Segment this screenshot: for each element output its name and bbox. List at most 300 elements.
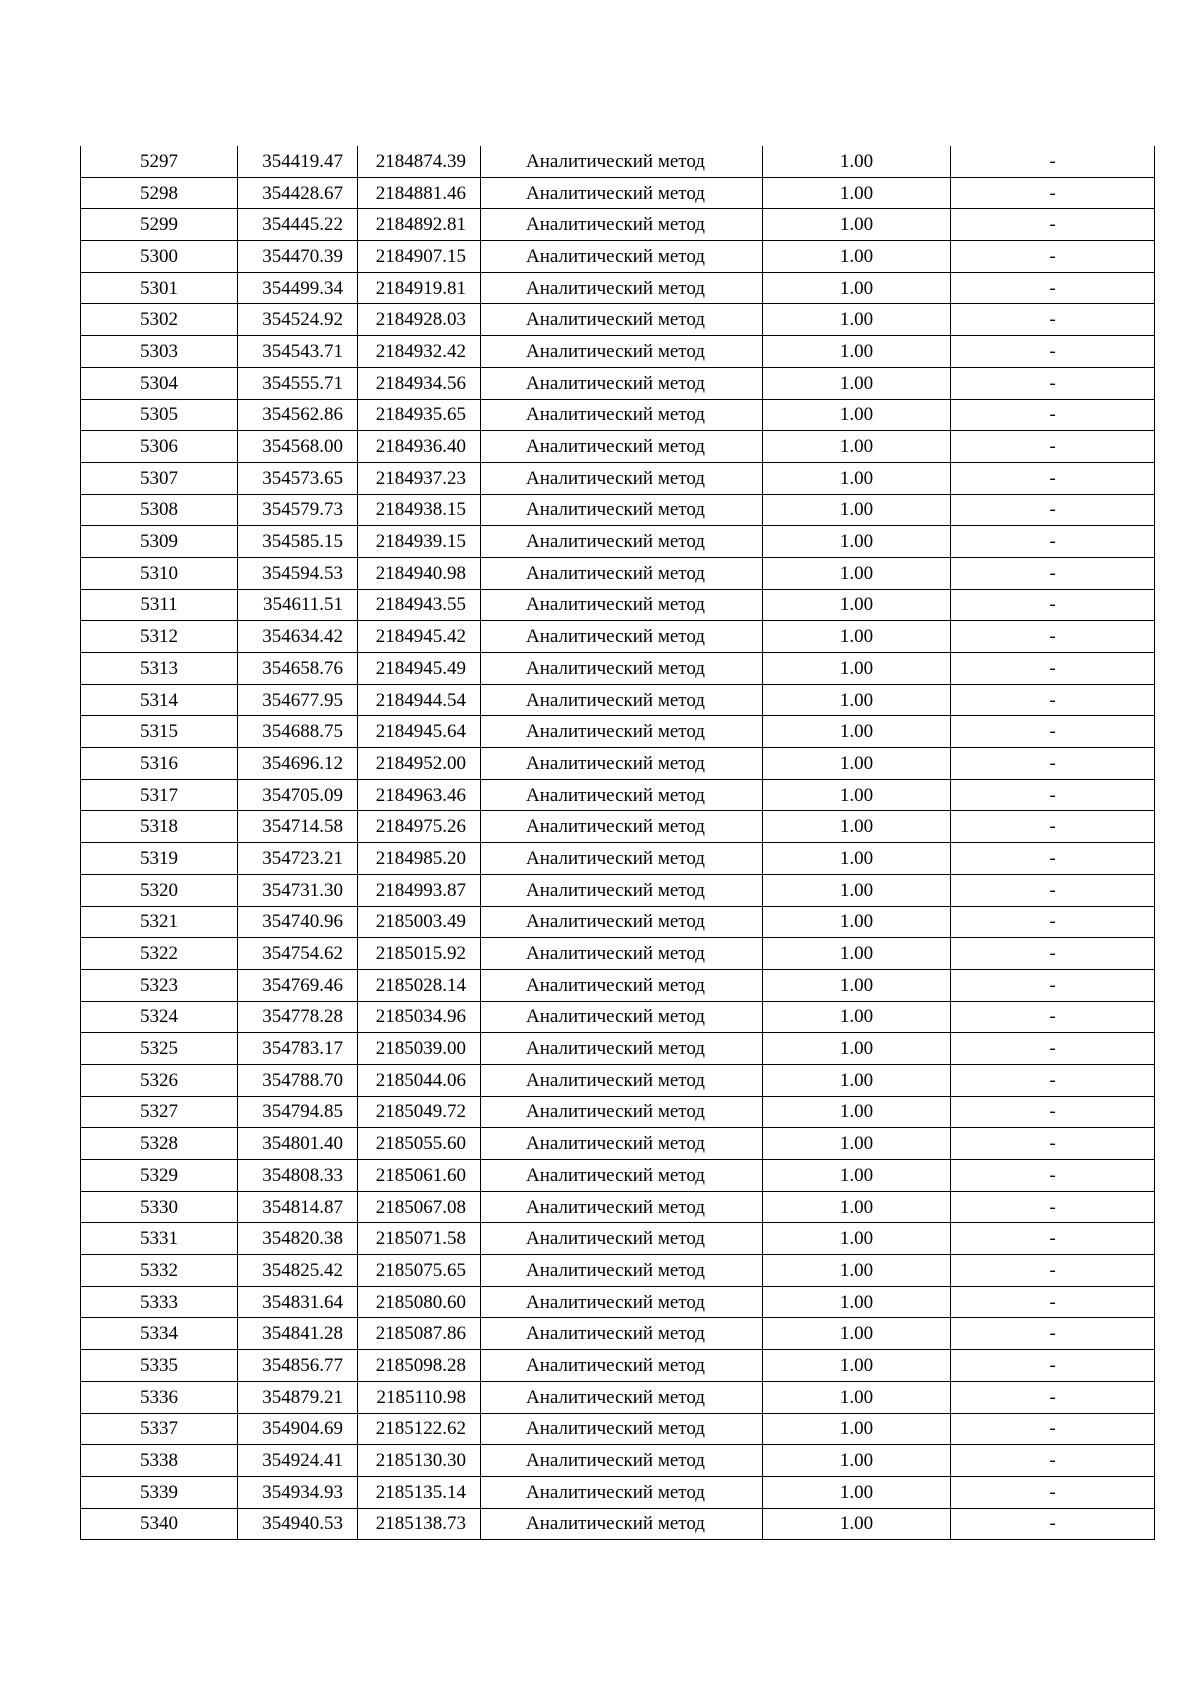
point-number-cell: 5313 — [81, 653, 238, 685]
point-number-cell: 5312 — [81, 621, 238, 653]
method-cell: Аналитический метод — [481, 526, 763, 558]
table-row — [81, 589, 1155, 621]
accuracy-cell: 1.00 — [763, 779, 951, 811]
note-cell: - — [951, 1128, 1155, 1160]
y-coordinate-cell: 2184939.15 — [358, 526, 481, 558]
y-coordinate-cell: 2185135.14 — [358, 1476, 481, 1508]
point-number-cell: 5317 — [81, 779, 238, 811]
method-cell: Аналитический метод — [481, 1033, 763, 1065]
table-row — [81, 1160, 1155, 1192]
method-cell: Аналитический метод — [481, 684, 763, 716]
point-number-cell: 5327 — [81, 1096, 238, 1128]
point-number-cell: 5335 — [81, 1350, 238, 1382]
table-row — [81, 1255, 1155, 1287]
method-cell: Аналитический метод — [481, 716, 763, 748]
note-cell: - — [951, 431, 1155, 463]
table-row — [81, 1508, 1155, 1540]
x-coordinate-cell: 354731.30 — [238, 874, 358, 906]
accuracy-cell: 1.00 — [763, 938, 951, 970]
x-coordinate-cell: 354568.00 — [238, 431, 358, 463]
x-coordinate-cell: 354783.17 — [238, 1033, 358, 1065]
accuracy-cell: 1.00 — [763, 1096, 951, 1128]
y-coordinate-cell: 2185071.58 — [358, 1223, 481, 1255]
y-coordinate-cell: 2185122.62 — [358, 1413, 481, 1445]
x-coordinate-cell: 354573.65 — [238, 462, 358, 494]
point-number-cell: 5304 — [81, 367, 238, 399]
method-cell: Аналитический метод — [481, 1064, 763, 1096]
table-row — [81, 1064, 1155, 1096]
accuracy-cell: 1.00 — [763, 272, 951, 304]
table-row — [81, 526, 1155, 558]
note-cell: - — [951, 653, 1155, 685]
accuracy-cell: 1.00 — [763, 557, 951, 589]
y-coordinate-cell: 2185061.60 — [358, 1160, 481, 1192]
x-coordinate-cell: 354808.33 — [238, 1160, 358, 1192]
x-coordinate-cell: 354428.67 — [238, 177, 358, 209]
method-cell: Аналитический метод — [481, 1286, 763, 1318]
y-coordinate-cell: 2184919.81 — [358, 272, 481, 304]
note-cell: - — [951, 1191, 1155, 1223]
table-row — [81, 494, 1155, 526]
x-coordinate-cell: 354579.73 — [238, 494, 358, 526]
y-coordinate-cell: 2184937.23 — [358, 462, 481, 494]
point-number-cell: 5339 — [81, 1476, 238, 1508]
method-cell: Аналитический метод — [481, 1001, 763, 1033]
table-row — [81, 906, 1155, 938]
accuracy-cell: 1.00 — [763, 684, 951, 716]
accuracy-cell: 1.00 — [763, 1255, 951, 1287]
accuracy-cell: 1.00 — [763, 431, 951, 463]
x-coordinate-cell: 354555.71 — [238, 367, 358, 399]
note-cell: - — [951, 1445, 1155, 1477]
method-cell: Аналитический метод — [481, 272, 763, 304]
x-coordinate-cell: 354470.39 — [238, 241, 358, 273]
accuracy-cell: 1.00 — [763, 589, 951, 621]
accuracy-cell: 1.00 — [763, 1191, 951, 1223]
y-coordinate-cell: 2184874.39 — [358, 146, 481, 177]
x-coordinate-cell: 354794.85 — [238, 1096, 358, 1128]
note-cell: - — [951, 1033, 1155, 1065]
x-coordinate-cell: 354754.62 — [238, 938, 358, 970]
table-row — [81, 209, 1155, 241]
y-coordinate-cell: 2184928.03 — [358, 304, 481, 336]
table-row — [81, 1033, 1155, 1065]
method-cell: Аналитический метод — [481, 1255, 763, 1287]
note-cell: - — [951, 304, 1155, 336]
x-coordinate-cell: 354543.71 — [238, 336, 358, 368]
note-cell: - — [951, 241, 1155, 273]
y-coordinate-cell: 2185138.73 — [358, 1508, 481, 1540]
accuracy-cell: 1.00 — [763, 653, 951, 685]
point-number-cell: 5300 — [81, 241, 238, 273]
accuracy-cell: 1.00 — [763, 906, 951, 938]
point-number-cell: 5325 — [81, 1033, 238, 1065]
y-coordinate-cell: 2185034.96 — [358, 1001, 481, 1033]
accuracy-cell: 1.00 — [763, 843, 951, 875]
table-row — [81, 146, 1155, 177]
accuracy-cell: 1.00 — [763, 146, 951, 177]
coordinates-table — [80, 146, 1155, 1540]
table-row — [81, 367, 1155, 399]
table-row — [81, 1128, 1155, 1160]
table-row — [81, 304, 1155, 336]
accuracy-cell: 1.00 — [763, 1476, 951, 1508]
y-coordinate-cell: 2185098.28 — [358, 1350, 481, 1382]
x-coordinate-cell: 354814.87 — [238, 1191, 358, 1223]
method-cell: Аналитический метод — [481, 399, 763, 431]
method-cell: Аналитический метод — [481, 146, 763, 177]
y-coordinate-cell: 2184952.00 — [358, 748, 481, 780]
x-coordinate-cell: 354677.95 — [238, 684, 358, 716]
y-coordinate-cell: 2185015.92 — [358, 938, 481, 970]
point-number-cell: 5337 — [81, 1413, 238, 1445]
method-cell: Аналитический метод — [481, 1160, 763, 1192]
x-coordinate-cell: 354419.47 — [238, 146, 358, 177]
y-coordinate-cell: 2185110.98 — [358, 1381, 481, 1413]
y-coordinate-cell: 2185130.30 — [358, 1445, 481, 1477]
accuracy-cell: 1.00 — [763, 367, 951, 399]
x-coordinate-cell: 354723.21 — [238, 843, 358, 875]
accuracy-cell: 1.00 — [763, 1350, 951, 1382]
accuracy-cell: 1.00 — [763, 1318, 951, 1350]
x-coordinate-cell: 354445.22 — [238, 209, 358, 241]
method-cell: Аналитический метод — [481, 1445, 763, 1477]
x-coordinate-cell: 354778.28 — [238, 1001, 358, 1033]
accuracy-cell: 1.00 — [763, 1128, 951, 1160]
y-coordinate-cell: 2184945.64 — [358, 716, 481, 748]
note-cell: - — [951, 526, 1155, 558]
method-cell: Аналитический метод — [481, 494, 763, 526]
table-row — [81, 1381, 1155, 1413]
method-cell: Аналитический метод — [481, 241, 763, 273]
note-cell: - — [951, 399, 1155, 431]
note-cell: - — [951, 684, 1155, 716]
point-number-cell: 5334 — [81, 1318, 238, 1350]
table-row — [81, 336, 1155, 368]
point-number-cell: 5316 — [81, 748, 238, 780]
coordinates-table-body — [81, 146, 1155, 1540]
note-cell: - — [951, 1318, 1155, 1350]
table-row — [81, 1350, 1155, 1382]
x-coordinate-cell: 354714.58 — [238, 811, 358, 843]
accuracy-cell: 1.00 — [763, 494, 951, 526]
table-row — [81, 1286, 1155, 1318]
point-number-cell: 5301 — [81, 272, 238, 304]
method-cell: Аналитический метод — [481, 1096, 763, 1128]
y-coordinate-cell: 2185049.72 — [358, 1096, 481, 1128]
point-number-cell: 5311 — [81, 589, 238, 621]
point-number-cell: 5338 — [81, 1445, 238, 1477]
y-coordinate-cell: 2185003.49 — [358, 906, 481, 938]
note-cell: - — [951, 177, 1155, 209]
accuracy-cell: 1.00 — [763, 1286, 951, 1318]
x-coordinate-cell: 354658.76 — [238, 653, 358, 685]
method-cell: Аналитический метод — [481, 938, 763, 970]
y-coordinate-cell: 2185028.14 — [358, 969, 481, 1001]
accuracy-cell: 1.00 — [763, 874, 951, 906]
x-coordinate-cell: 354769.46 — [238, 969, 358, 1001]
x-coordinate-cell: 354924.41 — [238, 1445, 358, 1477]
note-cell: - — [951, 1350, 1155, 1382]
method-cell: Аналитический метод — [481, 431, 763, 463]
point-number-cell: 5340 — [81, 1508, 238, 1540]
y-coordinate-cell: 2185080.60 — [358, 1286, 481, 1318]
point-number-cell: 5315 — [81, 716, 238, 748]
table-row — [81, 969, 1155, 1001]
method-cell: Аналитический метод — [481, 1508, 763, 1540]
point-number-cell: 5333 — [81, 1286, 238, 1318]
note-cell: - — [951, 748, 1155, 780]
point-number-cell: 5336 — [81, 1381, 238, 1413]
table-row — [81, 748, 1155, 780]
table-row — [81, 1413, 1155, 1445]
table-row — [81, 399, 1155, 431]
accuracy-cell: 1.00 — [763, 1033, 951, 1065]
y-coordinate-cell: 2185055.60 — [358, 1128, 481, 1160]
method-cell: Аналитический метод — [481, 304, 763, 336]
y-coordinate-cell: 2184936.40 — [358, 431, 481, 463]
point-number-cell: 5329 — [81, 1160, 238, 1192]
table-row — [81, 684, 1155, 716]
accuracy-cell: 1.00 — [763, 336, 951, 368]
y-coordinate-cell: 2184945.49 — [358, 653, 481, 685]
accuracy-cell: 1.00 — [763, 748, 951, 780]
point-number-cell: 5330 — [81, 1191, 238, 1223]
y-coordinate-cell: 2184938.15 — [358, 494, 481, 526]
note-cell: - — [951, 1096, 1155, 1128]
x-coordinate-cell: 354825.42 — [238, 1255, 358, 1287]
table-row — [81, 843, 1155, 875]
point-number-cell: 5322 — [81, 938, 238, 970]
note-cell: - — [951, 209, 1155, 241]
table-row — [81, 1318, 1155, 1350]
table-row — [81, 272, 1155, 304]
accuracy-cell: 1.00 — [763, 526, 951, 558]
point-number-cell: 5328 — [81, 1128, 238, 1160]
y-coordinate-cell: 2184963.46 — [358, 779, 481, 811]
accuracy-cell: 1.00 — [763, 304, 951, 336]
table-row — [81, 1223, 1155, 1255]
note-cell: - — [951, 1476, 1155, 1508]
note-cell: - — [951, 938, 1155, 970]
point-number-cell: 5321 — [81, 906, 238, 938]
y-coordinate-cell: 2185044.06 — [358, 1064, 481, 1096]
note-cell: - — [951, 1223, 1155, 1255]
table-row — [81, 557, 1155, 589]
method-cell: Аналитический метод — [481, 1191, 763, 1223]
x-coordinate-cell: 354934.93 — [238, 1476, 358, 1508]
x-coordinate-cell: 354705.09 — [238, 779, 358, 811]
point-number-cell: 5310 — [81, 557, 238, 589]
accuracy-cell: 1.00 — [763, 1508, 951, 1540]
accuracy-cell: 1.00 — [763, 1160, 951, 1192]
table-row — [81, 177, 1155, 209]
table-row — [81, 621, 1155, 653]
point-number-cell: 5297 — [81, 146, 238, 177]
accuracy-cell: 1.00 — [763, 716, 951, 748]
note-cell: - — [951, 462, 1155, 494]
accuracy-cell: 1.00 — [763, 1064, 951, 1096]
note-cell: - — [951, 716, 1155, 748]
method-cell: Аналитический метод — [481, 367, 763, 399]
note-cell: - — [951, 367, 1155, 399]
x-coordinate-cell: 354831.64 — [238, 1286, 358, 1318]
method-cell: Аналитический метод — [481, 969, 763, 1001]
note-cell: - — [951, 1255, 1155, 1287]
method-cell: Аналитический метод — [481, 779, 763, 811]
y-coordinate-cell: 2184944.54 — [358, 684, 481, 716]
x-coordinate-cell: 354820.38 — [238, 1223, 358, 1255]
x-coordinate-cell: 354856.77 — [238, 1350, 358, 1382]
y-coordinate-cell: 2185039.00 — [358, 1033, 481, 1065]
accuracy-cell: 1.00 — [763, 177, 951, 209]
table-row — [81, 1001, 1155, 1033]
point-number-cell: 5303 — [81, 336, 238, 368]
method-cell: Аналитический метод — [481, 811, 763, 843]
x-coordinate-cell: 354688.75 — [238, 716, 358, 748]
x-coordinate-cell: 354879.21 — [238, 1381, 358, 1413]
method-cell: Аналитический метод — [481, 589, 763, 621]
method-cell: Аналитический метод — [481, 843, 763, 875]
x-coordinate-cell: 354611.51 — [238, 589, 358, 621]
table-row — [81, 874, 1155, 906]
method-cell: Аналитический метод — [481, 1381, 763, 1413]
note-cell: - — [951, 557, 1155, 589]
x-coordinate-cell: 354524.92 — [238, 304, 358, 336]
note-cell: - — [951, 843, 1155, 875]
table-row — [81, 1191, 1155, 1223]
point-number-cell: 5326 — [81, 1064, 238, 1096]
x-coordinate-cell: 354841.28 — [238, 1318, 358, 1350]
method-cell: Аналитический метод — [481, 748, 763, 780]
method-cell: Аналитический метод — [481, 209, 763, 241]
method-cell: Аналитический метод — [481, 557, 763, 589]
point-number-cell: 5302 — [81, 304, 238, 336]
point-number-cell: 5309 — [81, 526, 238, 558]
x-coordinate-cell: 354788.70 — [238, 1064, 358, 1096]
point-number-cell: 5308 — [81, 494, 238, 526]
point-number-cell: 5331 — [81, 1223, 238, 1255]
y-coordinate-cell: 2184907.15 — [358, 241, 481, 273]
accuracy-cell: 1.00 — [763, 1381, 951, 1413]
x-coordinate-cell: 354562.86 — [238, 399, 358, 431]
table-row — [81, 938, 1155, 970]
method-cell: Аналитический метод — [481, 906, 763, 938]
point-number-cell: 5332 — [81, 1255, 238, 1287]
method-cell: Аналитический метод — [481, 621, 763, 653]
table-row — [81, 716, 1155, 748]
note-cell: - — [951, 906, 1155, 938]
x-coordinate-cell: 354499.34 — [238, 272, 358, 304]
accuracy-cell: 1.00 — [763, 462, 951, 494]
table-row — [81, 653, 1155, 685]
note-cell: - — [951, 1508, 1155, 1540]
y-coordinate-cell: 2184934.56 — [358, 367, 481, 399]
note-cell: - — [951, 969, 1155, 1001]
note-cell: - — [951, 146, 1155, 177]
note-cell: - — [951, 811, 1155, 843]
y-coordinate-cell: 2184975.26 — [358, 811, 481, 843]
point-number-cell: 5320 — [81, 874, 238, 906]
method-cell: Аналитический метод — [481, 177, 763, 209]
table-row — [81, 462, 1155, 494]
point-number-cell: 5319 — [81, 843, 238, 875]
x-coordinate-cell: 354940.53 — [238, 1508, 358, 1540]
table-row — [81, 1096, 1155, 1128]
table-row — [81, 1476, 1155, 1508]
method-cell: Аналитический метод — [481, 653, 763, 685]
note-cell: - — [951, 1160, 1155, 1192]
y-coordinate-cell: 2184993.87 — [358, 874, 481, 906]
x-coordinate-cell: 354634.42 — [238, 621, 358, 653]
accuracy-cell: 1.00 — [763, 1413, 951, 1445]
note-cell: - — [951, 1001, 1155, 1033]
note-cell: - — [951, 1064, 1155, 1096]
note-cell: - — [951, 272, 1155, 304]
y-coordinate-cell: 2184945.42 — [358, 621, 481, 653]
point-number-cell: 5307 — [81, 462, 238, 494]
x-coordinate-cell: 354904.69 — [238, 1413, 358, 1445]
method-cell: Аналитический метод — [481, 462, 763, 494]
accuracy-cell: 1.00 — [763, 1445, 951, 1477]
point-number-cell: 5318 — [81, 811, 238, 843]
accuracy-cell: 1.00 — [763, 1223, 951, 1255]
point-number-cell: 5323 — [81, 969, 238, 1001]
accuracy-cell: 1.00 — [763, 621, 951, 653]
y-coordinate-cell: 2184935.65 — [358, 399, 481, 431]
accuracy-cell: 1.00 — [763, 399, 951, 431]
point-number-cell: 5306 — [81, 431, 238, 463]
note-cell: - — [951, 874, 1155, 906]
y-coordinate-cell: 2184940.98 — [358, 557, 481, 589]
note-cell: - — [951, 589, 1155, 621]
note-cell: - — [951, 494, 1155, 526]
accuracy-cell: 1.00 — [763, 241, 951, 273]
method-cell: Аналитический метод — [481, 1476, 763, 1508]
method-cell: Аналитический метод — [481, 336, 763, 368]
x-coordinate-cell: 354585.15 — [238, 526, 358, 558]
method-cell: Аналитический метод — [481, 1128, 763, 1160]
y-coordinate-cell: 2185067.08 — [358, 1191, 481, 1223]
x-coordinate-cell: 354740.96 — [238, 906, 358, 938]
x-coordinate-cell: 354594.53 — [238, 557, 358, 589]
note-cell: - — [951, 1286, 1155, 1318]
accuracy-cell: 1.00 — [763, 969, 951, 1001]
table-row — [81, 431, 1155, 463]
method-cell: Аналитический метод — [481, 1413, 763, 1445]
point-number-cell: 5314 — [81, 684, 238, 716]
y-coordinate-cell: 2184932.42 — [358, 336, 481, 368]
table-row — [81, 811, 1155, 843]
table-row — [81, 779, 1155, 811]
table-row — [81, 241, 1155, 273]
point-number-cell: 5305 — [81, 399, 238, 431]
y-coordinate-cell: 2184985.20 — [358, 843, 481, 875]
y-coordinate-cell: 2184881.46 — [358, 177, 481, 209]
method-cell: Аналитический метод — [481, 1318, 763, 1350]
accuracy-cell: 1.00 — [763, 209, 951, 241]
point-number-cell: 5324 — [81, 1001, 238, 1033]
note-cell: - — [951, 336, 1155, 368]
point-number-cell: 5298 — [81, 177, 238, 209]
y-coordinate-cell: 2185075.65 — [358, 1255, 481, 1287]
point-number-cell: 5299 — [81, 209, 238, 241]
y-coordinate-cell: 2184892.81 — [358, 209, 481, 241]
y-coordinate-cell: 2184943.55 — [358, 589, 481, 621]
method-cell: Аналитический метод — [481, 1223, 763, 1255]
note-cell: - — [951, 621, 1155, 653]
y-coordinate-cell: 2185087.86 — [358, 1318, 481, 1350]
